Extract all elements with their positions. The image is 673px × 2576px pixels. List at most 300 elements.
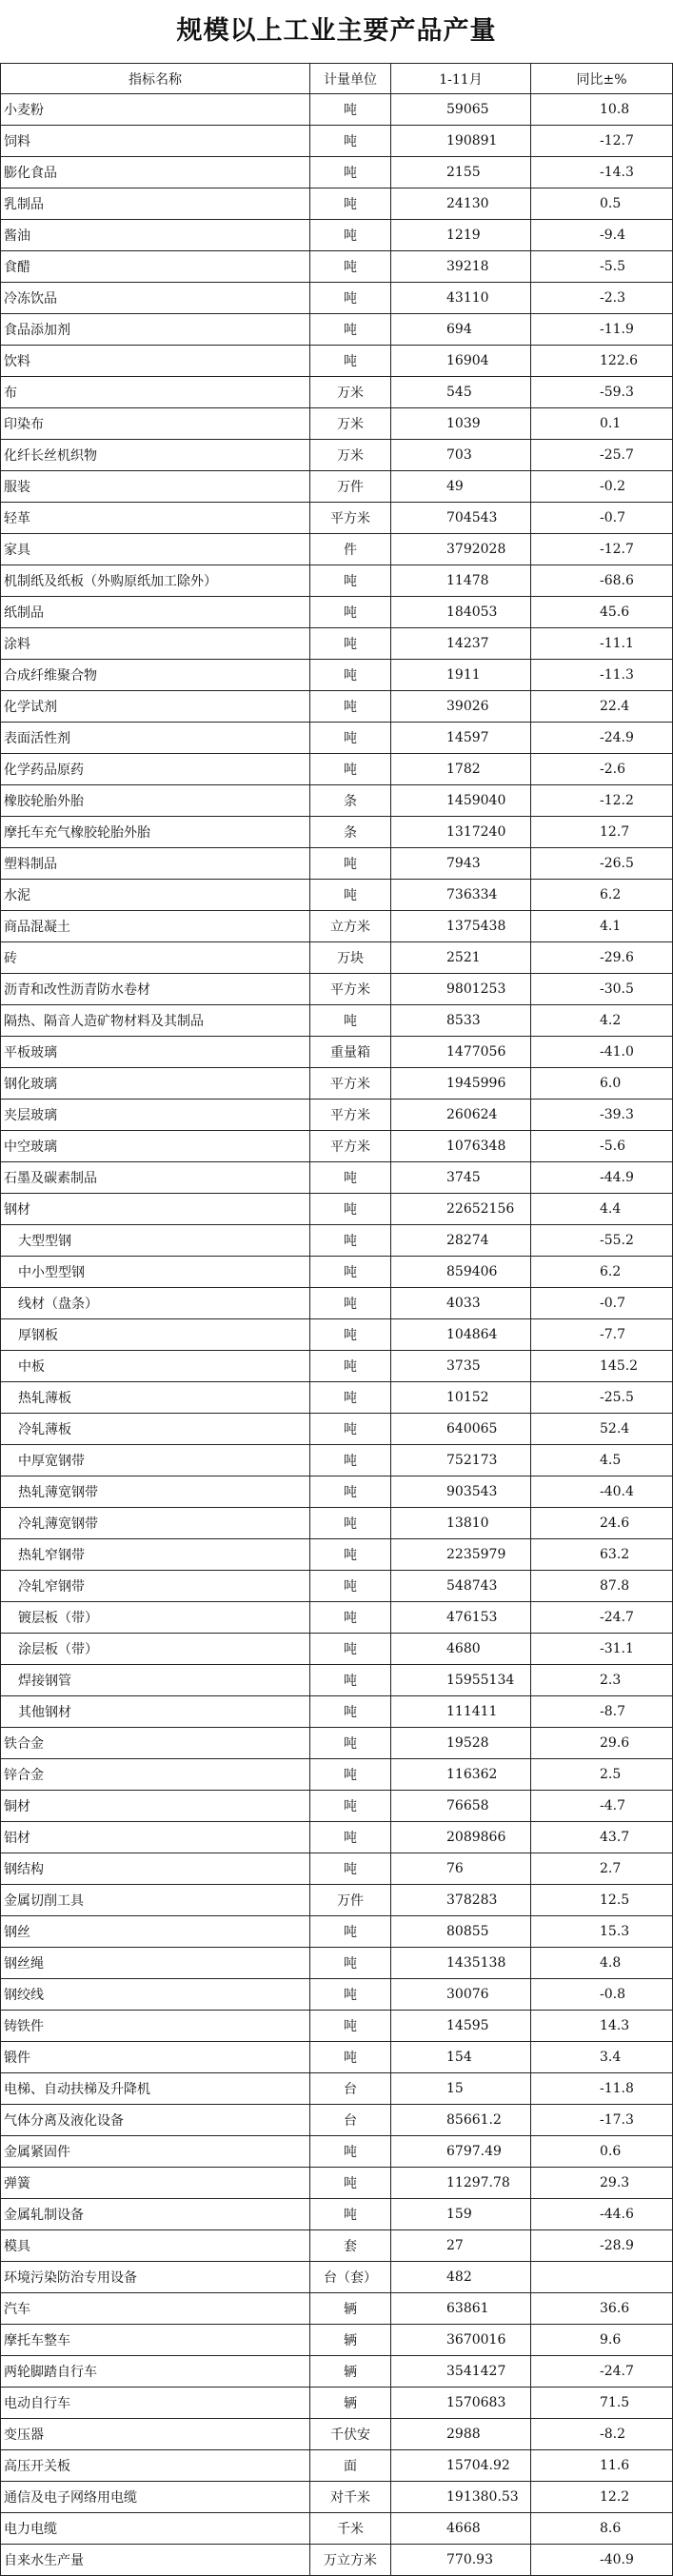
cell-yoy-change: -44.6 [531, 2199, 673, 2230]
cell-indicator-name: 冷轧薄板 [1, 1414, 310, 1445]
cell-unit: 条 [310, 785, 391, 817]
cell-indicator-name: 模具 [1, 2230, 310, 2262]
cell-unit: 千米 [310, 2513, 391, 2545]
cell-yoy-change: -0.2 [531, 471, 673, 503]
cell-unit: 辆 [310, 2293, 391, 2325]
table-row [1, 1539, 673, 1571]
cell-unit: 万米 [310, 408, 391, 440]
cell-yoy-change: -40.4 [531, 1476, 673, 1508]
header-yoy-change: 同比±% [531, 64, 673, 94]
cell-yoy-change: -17.3 [531, 2105, 673, 2136]
cell-indicator-name: 钢丝绳 [1, 1948, 310, 1979]
cell-value: 1039 [391, 408, 531, 440]
cell-value: 2235979 [391, 1539, 531, 1571]
table-row [1, 2545, 673, 2576]
table-row [1, 723, 673, 754]
cell-value: 19528 [391, 1728, 531, 1759]
table-row [1, 2136, 673, 2168]
table-row [1, 2388, 673, 2419]
cell-value: 694 [391, 314, 531, 346]
cell-value: 10152 [391, 1382, 531, 1414]
cell-indicator-name: 环境污染防治专用设备 [1, 2262, 310, 2293]
cell-value: 482 [391, 2262, 531, 2293]
cell-value: 14595 [391, 2011, 531, 2042]
cell-yoy-change: 145.2 [531, 1351, 673, 1382]
table-row [1, 1476, 673, 1508]
cell-value: 2089866 [391, 1822, 531, 1853]
table-row [1, 691, 673, 723]
cell-indicator-name: 镀层板（带） [1, 1602, 310, 1634]
table-row [1, 2419, 673, 2450]
cell-indicator-name: 布 [1, 377, 310, 408]
cell-yoy-change: -5.5 [531, 251, 673, 283]
table-row [1, 1571, 673, 1602]
cell-unit: 平方米 [310, 974, 391, 1005]
cell-unit: 吨 [310, 2042, 391, 2073]
cell-yoy-change: -11.1 [531, 628, 673, 660]
table-row [1, 534, 673, 565]
cell-value: 260624 [391, 1100, 531, 1131]
cell-indicator-name: 印染布 [1, 408, 310, 440]
cell-value: 545 [391, 377, 531, 408]
cell-value: 1911 [391, 660, 531, 691]
cell-yoy-change: 45.6 [531, 597, 673, 628]
cell-value: 770.93 [391, 2545, 531, 2576]
cell-yoy-change: 4.2 [531, 1005, 673, 1037]
header-indicator-name: 指标名称 [1, 64, 310, 94]
cell-unit: 平方米 [310, 1131, 391, 1162]
cell-yoy-change: -39.3 [531, 1100, 673, 1131]
cell-value: 22652156 [391, 1194, 531, 1225]
cell-unit: 吨 [310, 880, 391, 911]
table-row [1, 597, 673, 628]
cell-value: 378283 [391, 1885, 531, 1916]
cell-value: 3792028 [391, 534, 531, 565]
table-row [1, 1853, 673, 1885]
cell-unit: 吨 [310, 1005, 391, 1037]
cell-yoy-change: -29.6 [531, 942, 673, 974]
cell-indicator-name: 冷轧窄钢带 [1, 1571, 310, 1602]
cell-unit: 吨 [310, 188, 391, 220]
cell-unit: 吨 [310, 2011, 391, 2042]
cell-yoy-change: 12.2 [531, 2482, 673, 2513]
cell-yoy-change: -24.9 [531, 723, 673, 754]
table-row [1, 1634, 673, 1665]
table-row [1, 1068, 673, 1100]
table-row [1, 1979, 673, 2011]
cell-yoy-change: 87.8 [531, 1571, 673, 1602]
cell-yoy-change: -28.9 [531, 2230, 673, 2262]
header-period-value: 1-11月 [391, 64, 531, 94]
cell-value: 1459040 [391, 785, 531, 817]
cell-unit: 吨 [310, 1351, 391, 1382]
cell-value: 2521 [391, 942, 531, 974]
cell-value: 1076348 [391, 1131, 531, 1162]
cell-yoy-change: 2.5 [531, 1759, 673, 1791]
cell-indicator-name: 金属紧固件 [1, 2136, 310, 2168]
cell-value: 159 [391, 2199, 531, 2230]
cell-yoy-change: -5.6 [531, 1131, 673, 1162]
cell-unit: 吨 [310, 1822, 391, 1853]
cell-unit: 吨 [310, 1696, 391, 1728]
table-row [1, 1005, 673, 1037]
cell-yoy-change: 12.7 [531, 817, 673, 848]
table-row [1, 1037, 673, 1068]
table-row [1, 408, 673, 440]
cell-unit: 吨 [310, 1414, 391, 1445]
cell-unit: 吨 [310, 1445, 391, 1476]
cell-indicator-name: 金属轧制设备 [1, 2199, 310, 2230]
cell-indicator-name: 沥青和改性沥青防水卷材 [1, 974, 310, 1005]
cell-indicator-name: 金属切削工具 [1, 1885, 310, 1916]
table-row [1, 2011, 673, 2042]
cell-yoy-change: -2.3 [531, 283, 673, 314]
cell-value: 39218 [391, 251, 531, 283]
cell-value: 4680 [391, 1634, 531, 1665]
table-row [1, 251, 673, 283]
cell-indicator-name: 轻革 [1, 503, 310, 534]
cell-yoy-change: -55.2 [531, 1225, 673, 1257]
cell-yoy-change: -30.5 [531, 974, 673, 1005]
cell-yoy-change: -8.7 [531, 1696, 673, 1728]
cell-value: 8533 [391, 1005, 531, 1037]
cell-indicator-name: 热轧窄钢带 [1, 1539, 310, 1571]
cell-indicator-name: 冷冻饮品 [1, 283, 310, 314]
cell-value: 59065 [391, 94, 531, 126]
cell-unit: 辆 [310, 2356, 391, 2388]
cell-unit: 平方米 [310, 1100, 391, 1131]
table-row [1, 346, 673, 377]
cell-value: 1317240 [391, 817, 531, 848]
cell-indicator-name: 线材（盘条） [1, 1288, 310, 1319]
cell-value: 548743 [391, 1571, 531, 1602]
cell-value: 184053 [391, 597, 531, 628]
table-row [1, 2513, 673, 2545]
table-row [1, 1319, 673, 1351]
cell-value: 15955134 [391, 1665, 531, 1696]
table-row [1, 974, 673, 1005]
cell-yoy-change: 3.4 [531, 2042, 673, 2073]
cell-unit: 吨 [310, 283, 391, 314]
cell-unit: 吨 [310, 157, 391, 188]
header-unit: 计量单位 [310, 64, 391, 94]
cell-indicator-name: 钢材 [1, 1194, 310, 1225]
cell-indicator-name: 酱油 [1, 220, 310, 251]
table-row [1, 1696, 673, 1728]
cell-value: 4033 [391, 1288, 531, 1319]
cell-indicator-name: 大型型钢 [1, 1225, 310, 1257]
cell-value: 24130 [391, 188, 531, 220]
cell-yoy-change: -0.7 [531, 503, 673, 534]
cell-value: 704543 [391, 503, 531, 534]
table-row [1, 817, 673, 848]
cell-yoy-change: -25.5 [531, 1382, 673, 1414]
cell-value: 859406 [391, 1257, 531, 1288]
cell-unit: 面 [310, 2450, 391, 2482]
cell-unit: 吨 [310, 660, 391, 691]
cell-yoy-change: -14.3 [531, 157, 673, 188]
cell-unit: 平方米 [310, 503, 391, 534]
cell-yoy-change: -11.9 [531, 314, 673, 346]
cell-value: 752173 [391, 1445, 531, 1476]
table-row [1, 1822, 673, 1853]
cell-unit: 吨 [310, 1665, 391, 1696]
cell-yoy-change: -26.5 [531, 848, 673, 880]
cell-yoy-change: -59.3 [531, 377, 673, 408]
cell-yoy-change: -8.2 [531, 2419, 673, 2450]
cell-yoy-change: -12.2 [531, 785, 673, 817]
cell-unit: 吨 [310, 1634, 391, 1665]
cell-unit: 吨 [310, 346, 391, 377]
table-row [1, 660, 673, 691]
table-row [1, 440, 673, 471]
cell-value: 13810 [391, 1508, 531, 1539]
cell-value: 63861 [391, 2293, 531, 2325]
table-row [1, 377, 673, 408]
table-row [1, 628, 673, 660]
table-header-row [1, 64, 673, 94]
cell-value: 1375438 [391, 911, 531, 942]
table-row [1, 314, 673, 346]
cell-value: 76658 [391, 1791, 531, 1822]
table-row [1, 1948, 673, 1979]
cell-indicator-name: 机制纸及纸板（外购原纸加工除外） [1, 565, 310, 597]
cell-indicator-name: 饲料 [1, 126, 310, 157]
cell-indicator-name: 铜材 [1, 1791, 310, 1822]
table-row [1, 2293, 673, 2325]
cell-value: 116362 [391, 1759, 531, 1791]
cell-value: 3735 [391, 1351, 531, 1382]
cell-indicator-name: 橡胶轮胎外胎 [1, 785, 310, 817]
cell-yoy-change: -40.9 [531, 2545, 673, 2576]
cell-yoy-change: 6.0 [531, 1068, 673, 1100]
cell-value: 903543 [391, 1476, 531, 1508]
cell-unit: 对千米 [310, 2482, 391, 2513]
table-row [1, 565, 673, 597]
cell-value: 1477056 [391, 1037, 531, 1068]
cell-indicator-name: 钢化玻璃 [1, 1068, 310, 1100]
cell-indicator-name: 电动自行车 [1, 2388, 310, 2419]
table-row [1, 1162, 673, 1194]
cell-unit: 吨 [310, 1257, 391, 1288]
cell-indicator-name: 塑料制品 [1, 848, 310, 880]
cell-unit: 吨 [310, 220, 391, 251]
product-output-table [0, 63, 673, 2576]
cell-yoy-change: 52.4 [531, 1414, 673, 1445]
cell-indicator-name: 锻件 [1, 2042, 310, 2073]
cell-value: 154 [391, 2042, 531, 2073]
cell-indicator-name: 食品添加剂 [1, 314, 310, 346]
cell-unit: 吨 [310, 1319, 391, 1351]
cell-yoy-change: -11.3 [531, 660, 673, 691]
cell-indicator-name: 热轧薄板 [1, 1382, 310, 1414]
cell-indicator-name: 锌合金 [1, 1759, 310, 1791]
cell-yoy-change: -24.7 [531, 2356, 673, 2388]
cell-unit: 吨 [310, 628, 391, 660]
cell-unit: 吨 [310, 691, 391, 723]
cell-value: 27 [391, 2230, 531, 2262]
table-row [1, 785, 673, 817]
cell-yoy-change: 122.6 [531, 346, 673, 377]
cell-indicator-name: 涂料 [1, 628, 310, 660]
page-title: 规模以上工业主要产品产量 [176, 16, 497, 46]
table-row [1, 754, 673, 785]
cell-unit: 吨 [310, 1288, 391, 1319]
cell-indicator-name: 电力电缆 [1, 2513, 310, 2545]
cell-yoy-change: 36.6 [531, 2293, 673, 2325]
cell-unit: 吨 [310, 848, 391, 880]
cell-indicator-name: 家具 [1, 534, 310, 565]
table-row [1, 1351, 673, 1382]
cell-unit: 台 [310, 2073, 391, 2105]
cell-unit: 吨 [310, 2168, 391, 2199]
cell-yoy-change: 14.3 [531, 2011, 673, 2042]
cell-yoy-change: -24.7 [531, 1602, 673, 1634]
cell-unit: 吨 [310, 94, 391, 126]
table-row [1, 1194, 673, 1225]
cell-unit: 千伏安 [310, 2419, 391, 2450]
table-row [1, 2042, 673, 2073]
cell-unit: 吨 [310, 1508, 391, 1539]
cell-indicator-name: 服装 [1, 471, 310, 503]
cell-yoy-change: 0.1 [531, 408, 673, 440]
cell-yoy-change: -7.7 [531, 1319, 673, 1351]
cell-unit: 平方米 [310, 1068, 391, 1100]
cell-indicator-name: 钢结构 [1, 1853, 310, 1885]
cell-yoy-change: 29.6 [531, 1728, 673, 1759]
cell-indicator-name: 通信及电子网络用电缆 [1, 2482, 310, 2513]
cell-value: 3745 [391, 1162, 531, 1194]
table-row [1, 2199, 673, 2230]
cell-value: 15704.92 [391, 2450, 531, 2482]
cell-value: 190891 [391, 126, 531, 157]
cell-value: 703 [391, 440, 531, 471]
cell-indicator-name: 中小型型钢 [1, 1257, 310, 1288]
cell-unit: 吨 [310, 754, 391, 785]
cell-indicator-name: 中板 [1, 1351, 310, 1382]
cell-value: 1945996 [391, 1068, 531, 1100]
table-row [1, 126, 673, 157]
cell-value: 15 [391, 2073, 531, 2105]
cell-value: 49 [391, 471, 531, 503]
cell-unit: 吨 [310, 565, 391, 597]
cell-unit: 件 [310, 534, 391, 565]
cell-value: 104864 [391, 1319, 531, 1351]
cell-yoy-change: -68.6 [531, 565, 673, 597]
cell-indicator-name: 两轮脚踏自行车 [1, 2356, 310, 2388]
cell-unit: 吨 [310, 1728, 391, 1759]
table-row [1, 283, 673, 314]
cell-unit: 吨 [310, 1759, 391, 1791]
cell-indicator-name: 化学试剂 [1, 691, 310, 723]
cell-value: 11297.78 [391, 2168, 531, 2199]
cell-value: 2155 [391, 157, 531, 188]
cell-value: 4668 [391, 2513, 531, 2545]
cell-yoy-change: -0.7 [531, 1288, 673, 1319]
cell-unit: 万件 [310, 471, 391, 503]
table-row [1, 220, 673, 251]
cell-yoy-change: -12.7 [531, 126, 673, 157]
table-row [1, 2262, 673, 2293]
cell-unit: 吨 [310, 1791, 391, 1822]
cell-value: 11478 [391, 565, 531, 597]
table-row [1, 2450, 673, 2482]
table-row [1, 2325, 673, 2356]
cell-value: 14237 [391, 628, 531, 660]
cell-indicator-name: 冷轧薄宽钢带 [1, 1508, 310, 1539]
table-row [1, 157, 673, 188]
cell-value: 85661.2 [391, 2105, 531, 2136]
cell-unit: 吨 [310, 723, 391, 754]
cell-yoy-change: 63.2 [531, 1539, 673, 1571]
cell-value: 476153 [391, 1602, 531, 1634]
cell-yoy-change: 2.7 [531, 1853, 673, 1885]
cell-unit: 套 [310, 2230, 391, 2262]
cell-unit: 吨 [310, 597, 391, 628]
cell-indicator-name: 纸制品 [1, 597, 310, 628]
cell-value: 1435138 [391, 1948, 531, 1979]
cell-yoy-change: 0.5 [531, 188, 673, 220]
table-row [1, 1728, 673, 1759]
cell-unit: 吨 [310, 126, 391, 157]
cell-indicator-name: 其他钢材 [1, 1696, 310, 1728]
cell-yoy-change: 4.1 [531, 911, 673, 942]
cell-unit: 万件 [310, 1885, 391, 1916]
cell-yoy-change: -9.4 [531, 220, 673, 251]
cell-indicator-name: 表面活性剂 [1, 723, 310, 754]
cell-indicator-name: 夹层玻璃 [1, 1100, 310, 1131]
cell-indicator-name: 汽车 [1, 2293, 310, 2325]
cell-indicator-name: 小麦粉 [1, 94, 310, 126]
table-row [1, 1257, 673, 1288]
table-row [1, 1445, 673, 1476]
table-row [1, 1225, 673, 1257]
table-row [1, 1131, 673, 1162]
cell-value: 76 [391, 1853, 531, 1885]
cell-indicator-name: 铸铁件 [1, 2011, 310, 2042]
cell-yoy-change: 24.6 [531, 1508, 673, 1539]
table-row [1, 1382, 673, 1414]
cell-value: 111411 [391, 1696, 531, 1728]
cell-unit: 吨 [310, 1948, 391, 1979]
table-row [1, 1414, 673, 1445]
cell-indicator-name: 砖 [1, 942, 310, 974]
table-row [1, 2073, 673, 2105]
cell-yoy-change: 6.2 [531, 880, 673, 911]
cell-value: 6797.49 [391, 2136, 531, 2168]
table-row [1, 471, 673, 503]
cell-unit: 吨 [310, 1916, 391, 1948]
cell-value: 640065 [391, 1414, 531, 1445]
cell-indicator-name: 隔热、隔音人造矿物材料及其制品 [1, 1005, 310, 1037]
cell-unit: 吨 [310, 1853, 391, 1885]
table-body [1, 94, 673, 2576]
cell-indicator-name: 电梯、自动扶梯及升降机 [1, 2073, 310, 2105]
cell-unit: 吨 [310, 1225, 391, 1257]
cell-value: 3541427 [391, 2356, 531, 2388]
cell-indicator-name: 乳制品 [1, 188, 310, 220]
table-row [1, 2105, 673, 2136]
cell-indicator-name: 中厚宽钢带 [1, 1445, 310, 1476]
cell-indicator-name: 钢绞线 [1, 1979, 310, 2011]
cell-yoy-change: -11.8 [531, 2073, 673, 2105]
table-row [1, 1759, 673, 1791]
cell-indicator-name: 膨化食品 [1, 157, 310, 188]
cell-yoy-change: 0.6 [531, 2136, 673, 2168]
cell-unit: 吨 [310, 1571, 391, 1602]
cell-yoy-change: 15.3 [531, 1916, 673, 1948]
cell-indicator-name: 食醋 [1, 251, 310, 283]
